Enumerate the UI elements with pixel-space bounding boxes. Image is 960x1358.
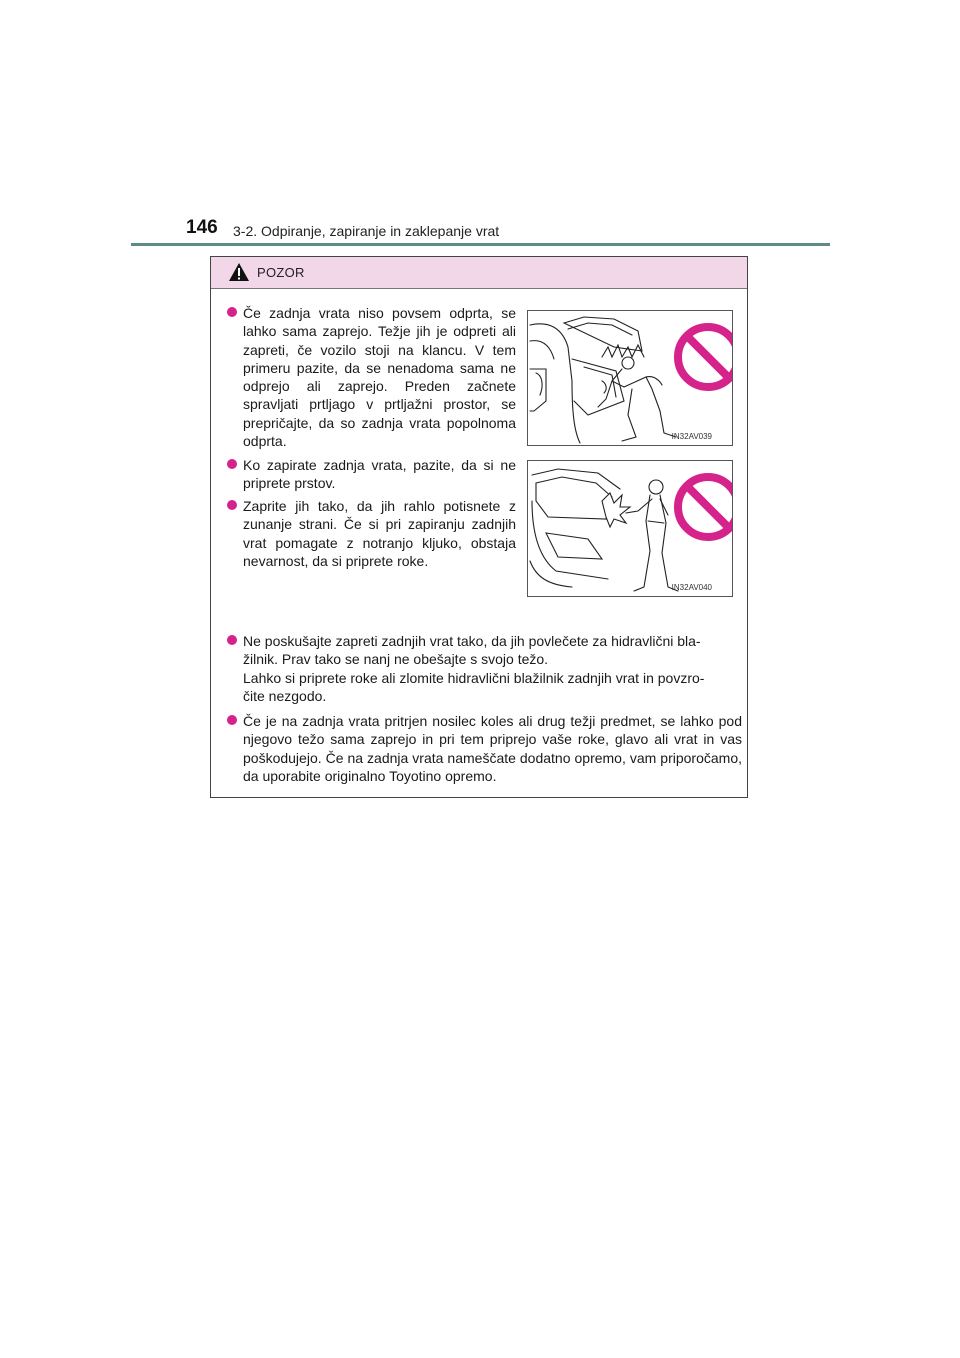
tailgate-closing-drawing bbox=[528, 461, 732, 596]
warning-item-line: žilnik. Prav tako se nanj ne obešajte s svojo težo. bbox=[243, 651, 549, 668]
warning-title: POZOR bbox=[257, 265, 305, 280]
warning-item-line: Ne poskušajte zapreti zadnjih vrat tako, da jih povlečete za hidravlični bla- bbox=[243, 633, 701, 649]
bullet-icon bbox=[227, 500, 237, 510]
warning-triangle-icon bbox=[228, 262, 250, 282]
illustration-closing-tailgate bbox=[527, 460, 733, 597]
bullet-icon bbox=[227, 715, 237, 725]
warning-item-line: Lahko si priprete roke ali zlomite hidravlični blažilnik zadnjih vrat in povzro- bbox=[243, 669, 705, 686]
section-title: 3-2. Odpiranje, zapiranje in zaklepanje vrat bbox=[233, 223, 500, 239]
bullet-icon bbox=[227, 459, 237, 469]
page-number: 146 bbox=[186, 217, 218, 238]
warning-item-3 bbox=[243, 497, 516, 570]
warning-item-text: Če zadnja vrata niso povsem odprta, se lahko sama zaprejo. Težje jih je odpreti ali zapreti, če vozilo stoji na klancu. V tem primeru pazite, da se nenadoma sama ne odprejo ali zaprejo. Preden začnete spravljati prtljago v prtljažni prostor, se prepričajte, da so zadnja vrata popolnoma odprta. bbox=[243, 305, 516, 450]
warning-item-text: Zaprite jih tako, da jih rahlo potisnete z zunanje strani. Če si pri zapiranju zadnjih vrat pomagate z notranjo kljuko, obstaja nevarnost, da si priprete roke. bbox=[243, 498, 516, 569]
prohibited-icon bbox=[678, 327, 732, 387]
warning-item-4 bbox=[243, 632, 743, 705]
warning-item-2 bbox=[243, 456, 516, 493]
prohibited-icon bbox=[678, 477, 732, 537]
warning-item-text: Če je na zadnja vrata pritrjen nosilec koles ali drug težji predmet, se lahko pod njegovo težo sama zaprejo in pri tem priprejo vaše roke, glavo ali vrat in vas poškodujejo. Če na zadnja vrata nameščate dodatno opremo, vam priporočamo, da uporabite originalno Toyotino opremo. bbox=[243, 713, 742, 784]
warning-header bbox=[211, 257, 747, 289]
bullet-icon bbox=[227, 307, 237, 317]
warning-item-5 bbox=[243, 712, 742, 785]
header-rule bbox=[131, 243, 830, 246]
warning-item-line: čite nezgodo. bbox=[243, 687, 327, 704]
illustration-label: IN32AV040 bbox=[671, 583, 712, 592]
warning-item-1 bbox=[243, 304, 516, 450]
tailgate-open-drawing bbox=[528, 311, 732, 445]
illustration-label: IN32AV039 bbox=[671, 432, 712, 441]
warning-item-text: Ko zapirate zadnja vrata, pazite, da si ne priprete prstov. bbox=[243, 457, 516, 492]
illustration-open-tailgate bbox=[527, 310, 733, 446]
bullet-icon bbox=[227, 635, 237, 645]
